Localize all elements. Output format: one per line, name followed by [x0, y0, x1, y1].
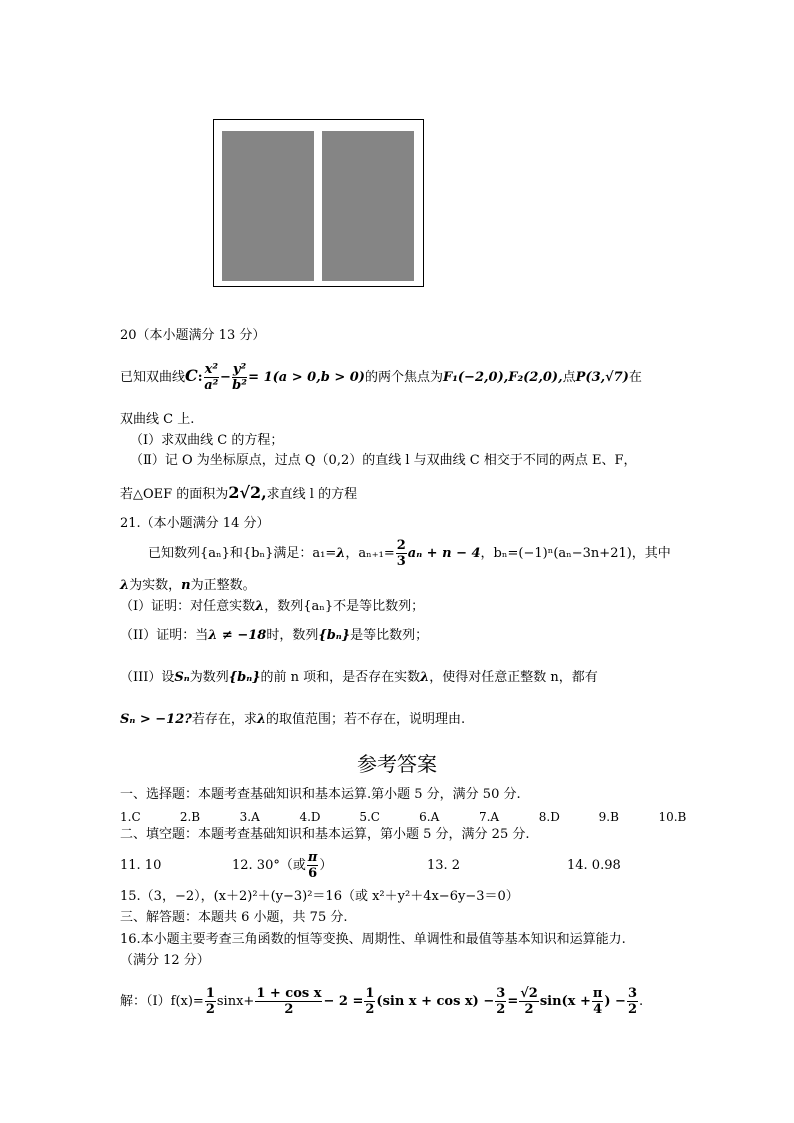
choice-answers: [120, 809, 686, 825]
right-pane: [322, 131, 414, 281]
choice-item: 8.D: [538, 810, 560, 824]
left-pane: [222, 131, 314, 281]
q20-frac-x: $\frac{\text{x²}}{\text{a²}}$: [204, 362, 219, 393]
choice-item: 7.A: [478, 810, 500, 824]
q20-line2: 双曲线 C 上.: [120, 412, 195, 427]
q21-header: 21.（本小题满分 14 分）: [120, 516, 270, 531]
q21-stem: 已知数列{aₙ}和{bₙ}满足：a₁=λ，aₙ₊₁= $\frac{2}{3}$ aₙ + n − 4，bₙ=(−1)ⁿ(aₙ−3n+21)，其中: [148, 538, 671, 569]
answers-section3: 三、解答题：本题共 6 小题，共 75 分.: [120, 910, 348, 925]
q16-intro: 16.本小题主要考查三角函数的恒等变换、周期性、单调性和最值等基本知识和运算能力.: [120, 932, 626, 947]
q16-solution: 解：（Ⅰ）f(x)= $\frac{1}{2}$ sinx+ $\frac{\text{1 + cos x}}{2}$ − 2 = $\frac{1}{2}$ (sin x + cos x) − $\frac{3}{2}$ = $\frac{√2}{2}$ sin(x + $\frac{\pi}{4}$ ) − $\frac{3}{2}$ .: [120, 986, 644, 1017]
q21-frac: $\frac{2}{3}$: [396, 538, 406, 569]
fill-answer-15: 15.（3，−2），(x＋2)²＋(y−3)²＝16（或 x²＋y²＋4x−6y−3＝0）: [120, 889, 519, 904]
choice-item: 1.C: [120, 810, 141, 824]
q20-frac-y: $\frac{\text{y²}}{\text{b²}}$: [232, 362, 247, 393]
q21-part3: （III）设Sₙ为数列{bₙ}的前 n 项和，是否存在实数λ，使得对任意正整数 n，都有: [120, 670, 598, 685]
q21-part2: （II）证明：当λ ≠ −18时，数列{bₙ}是等比数列；: [120, 628, 429, 643]
q21-last: Sₙ > −12?若存在，求λ的取值范围；若不存在，说明理由.: [120, 712, 466, 727]
q16-score: （满分 12 分）: [120, 953, 210, 968]
fill12-frac: $\frac{\pi}{6}$: [307, 850, 318, 881]
q20-part2: （Ⅱ）记 O 为坐标原点，过点 Q（0,2）的直线 l 与双曲线 C 相交于不同的两点 E、F，: [130, 453, 637, 468]
q20-header: 20（本小题满分 13 分）: [120, 328, 266, 343]
fill-answers: 11. 10 12. 30°（或 $\frac{\pi}{6}$ ） 13. 2 14. 0.98: [120, 850, 621, 881]
choice-item: 9.B: [598, 810, 619, 824]
q20-part1: （Ⅰ）求双曲线 C 的方程；: [130, 433, 284, 448]
choice-item: 3.A: [239, 810, 260, 824]
answers-section2: 二、填空题：本题考查基础知识和基本运算，第小题 5 分，满分 25 分.: [120, 827, 530, 842]
choice-item: 6.A: [419, 810, 440, 824]
answers-title: 参考答案: [357, 752, 437, 776]
q21-part1: （I）证明：对任意实数λ，数列{aₙ}不是等比数列；: [120, 599, 425, 614]
choice-item: 4.D: [299, 810, 321, 824]
window-figure: [213, 119, 424, 287]
q21-line2: λ为实数，n为正整数。: [120, 578, 256, 593]
choice-item: 2.B: [179, 810, 201, 824]
q20-line5: 若△OEF 的面积为2√2,求直线 l 的方程: [120, 483, 358, 502]
choice-item: 10.B: [658, 810, 687, 824]
choice-item: 5.C: [359, 810, 380, 824]
answers-section1: 一、选择题：本题考查基础知识和基本运算.第小题 5 分，满分 50 分.: [120, 787, 521, 802]
q20-stem: 已知双曲线C: $\frac{\text{x²}}{\text{a²}}$ − $\frac{\text{y²}}{\text{b²}}$ = 1(a > 0,b > 0)的两个焦点为F₁(−2,0),F₂(2,0),点P(3,√7)在: [120, 362, 642, 393]
